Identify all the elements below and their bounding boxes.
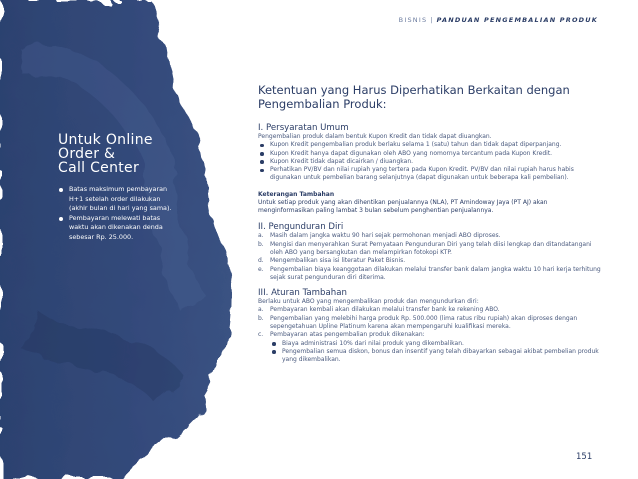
- list-text: Pengembalian biaya keanggotaan dilakukan melalui transfer bank dalam jangka waktu 10 hari kerja terhitung sejak surat pengunduran diri diterima.: [270, 265, 601, 281]
- page-title: Ketentuan yang Harus Diperhatikan Berkaitan dengan Pengembalian Produk:: [258, 83, 570, 111]
- list-item: [258, 331, 603, 339]
- requirements-list: [258, 141, 603, 182]
- list-item: [258, 257, 603, 265]
- list-marker: d.: [258, 257, 264, 265]
- sidebar-title: Untuk Online Order & Call Center: [58, 132, 153, 176]
- header-title: PANDUAN PENGEMBALIAN PRODUK: [436, 16, 598, 24]
- main-content: [258, 84, 603, 365]
- list-text: Mengisi dan menyerahkan Surat Pernyataan Pengunduran Diri yang telah diisi lengkap dan ditandatangani oleh ABO yang bersangkutan dan melampirkan fotokopi KTP.: [270, 240, 592, 256]
- header-section: BISNIS: [398, 16, 428, 24]
- list-marker: b.: [258, 314, 264, 322]
- note-title: Keterangan Tambahan: [258, 190, 335, 198]
- online-order-sidebar: [58, 133, 178, 243]
- sidebar-list: [58, 185, 178, 243]
- list-text: Masih dalam jangka waktu 90 hari sejak permohonan menjadi ABO diproses.: [270, 232, 501, 240]
- note-text: Untuk setiap produk yang akan dihentikan penjualannya (NLA), PT Amindoway Jaya (PT AJ) akan menginformasikan paling lambat 3 bulan sebelum penghentian penjualannya.: [258, 198, 548, 215]
- list-item: [258, 315, 603, 332]
- charges-list: [258, 340, 603, 365]
- list-item: [258, 306, 603, 314]
- list-item: [258, 232, 603, 240]
- resignation-list: [258, 232, 603, 282]
- list-item: [258, 266, 603, 283]
- list-marker: a.: [258, 306, 264, 314]
- list-item: Biaya administrasi 10% dari nilai produk yang dikembalikan.: [258, 340, 603, 348]
- page-number: 151: [576, 452, 593, 462]
- list-marker: b.: [258, 240, 264, 248]
- list-text: Pembayaran kembali akan dilakukan melalui transfer bank ke rekening ABO.: [270, 306, 500, 314]
- list-item: Pengembalian semua diskon, bonus dan insentif yang telah dibayarkan sebagai akibat pembelian produk yang dikembalikan.: [258, 348, 603, 365]
- list-item: Kupon Kredit hanya dapat digunakan oleh ABO yang nomornya tercantum pada Kupon Kredit.: [258, 150, 603, 158]
- running-header: [399, 16, 598, 24]
- list-item: Kupon Kredit tidak dapat dicairkan / diuangkan.: [258, 158, 603, 166]
- list-item: Pembayaran melewati batas waktu akan dikenakan denda sebesar Rp. 25.000.: [58, 214, 178, 243]
- section-intro: Berlaku untuk ABO yang mengembalikan produk dan mengundurkan diri:: [258, 298, 479, 306]
- list-text: Mengembalikan sisa isi literatur Paket Bisnis.: [270, 257, 406, 265]
- additional-rules-list: [258, 306, 603, 339]
- section-heading: I. Persyaratan Umum: [258, 123, 349, 133]
- list-item: Kupon Kredit pengembalian produk berlaku selama 1 (satu) tahun dan tidak dapat diperpanjang.: [258, 141, 603, 149]
- list-marker: a.: [258, 232, 264, 240]
- list-text: Pengembalian yang melebihi harga produk Rp. 500.000 (lima ratus ribu rupiah) akan diproses dengan sepengetahuan Upline Platinum karena akan mempengaruhi kualifikasi mereka.: [270, 314, 578, 331]
- list-item: [258, 241, 603, 258]
- list-marker: e.: [258, 265, 264, 273]
- list-item: Perhatikan PV/BV dan nilai rupiah yang tertera pada Kupon Kredit. PV/BV dan nilai rupiah harus habis digunakan untuk pembelian barang selanjutnya (dapat digunakan untuk beberapa kali pembelian).: [258, 166, 603, 183]
- section-heading: II. Pengunduran Diri: [258, 222, 344, 233]
- section-intro: Pengembalian produk dalam bentuk Kupon Kredit dan tidak dapat diuangkan.: [258, 133, 492, 140]
- list-item: Batas maksimum pembayaran H+1 setelah order dilakukan (akhir bulan di hari yang sama).: [58, 185, 178, 214]
- list-marker: c.: [258, 331, 264, 339]
- header-separator: |: [430, 16, 434, 24]
- list-text: Pembayaran atas pengembalian produk dikenakan:: [270, 331, 425, 339]
- section-heading: III. Aturan Tambahan: [258, 288, 347, 299]
